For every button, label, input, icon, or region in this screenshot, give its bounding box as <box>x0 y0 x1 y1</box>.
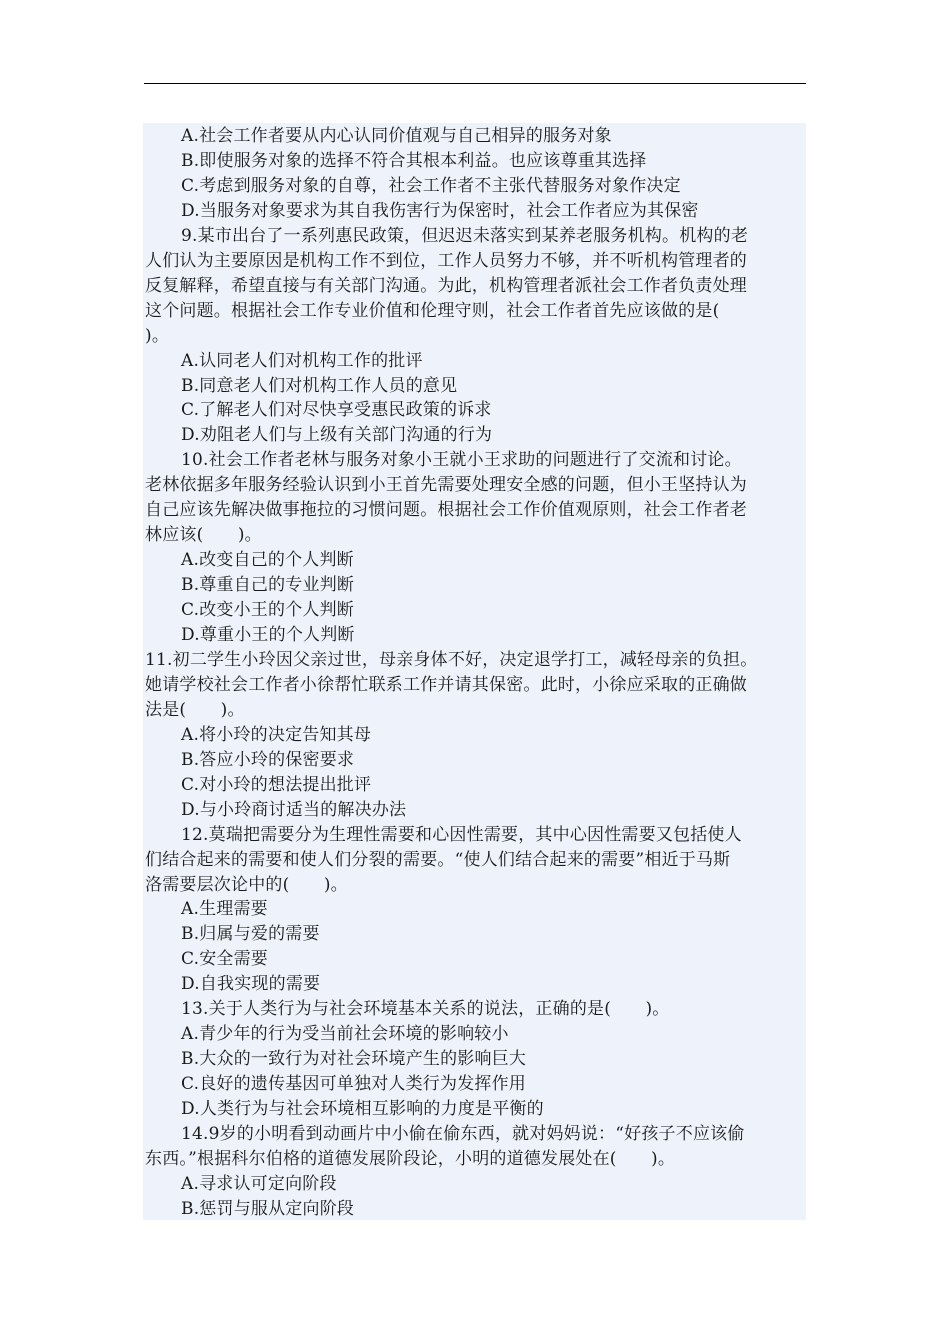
answer-option: B.即使服务对象的选择不符合其根本利益。也应该尊重其选择 <box>181 150 647 171</box>
answer-option: D.人类行为与社会环境相互影响的力度是平衡的 <box>181 1099 544 1120</box>
question-text-line: 们结合起来的需要和使人们分裂的需要。“使人们结合起来的需要”相近于马斯 <box>145 849 731 870</box>
question-text-line: 老林依据多年服务经验认识到小王首先需要处理安全感的问题，但小王坚持认为 <box>145 475 747 496</box>
answer-option: D.与小玲商讨适当的解决办法 <box>181 799 407 820</box>
answer-option: C.良好的遗传基因可单独对人类行为发挥作用 <box>181 1074 527 1095</box>
question-text-line: 反复解释，希望直接与有关部门沟通。为此，机构管理者派社会工作者负责处理 <box>145 275 747 296</box>
question-text-line: 东西。”根据科尔伯格的道德发展阶段论，小明的道德发展处在( )。 <box>145 1148 676 1169</box>
exam-content <box>143 123 806 1220</box>
question-text-line: 自己应该先解决做事拖拉的习惯问题。根据社会工作价值观原则，社会工作者老 <box>145 500 747 521</box>
question-text-line: )。 <box>145 325 170 346</box>
answer-option: C.了解老人们对尽快享受惠民政策的诉求 <box>181 400 492 421</box>
question-text-line: 人们认为主要原因是机构工作不到位，工作人员努力不够，并不听机构管理者的 <box>145 250 747 271</box>
question-text-line: 法是( )。 <box>145 699 245 720</box>
answer-option: B.同意老人们对机构工作人员的意见 <box>181 375 458 396</box>
answer-option: C.考虑到服务对象的自尊，社会工作者不主张代替服务对象作决定 <box>181 175 681 196</box>
answer-option: A.青少年的行为受当前社会环境的影响较小 <box>181 1024 509 1045</box>
answer-option: A.生理需要 <box>181 899 268 920</box>
answer-option: A.认同老人们对机构工作的批评 <box>181 350 423 371</box>
question-text-line: 这个问题。根据社会工作专业价值和伦理守则，社会工作者首先应该做的是( <box>145 300 720 321</box>
answer-option: A.将小玲的决定告知其母 <box>181 724 372 745</box>
question-text-line: 林应该( )。 <box>145 525 262 546</box>
answer-option: D.劝阻老人们与上级有关部门沟通的行为 <box>181 425 493 446</box>
question-text-line: 12.莫瑞把需要分为生理性需要和心因性需要，其中心因性需要又包括使人 <box>181 824 742 845</box>
answer-option: C.改变小王的个人判断 <box>181 600 355 621</box>
question-text-line: 她请学校社会工作者小徐帮忙联系工作并请其保密。此时，小徐应采取的正确做 <box>145 674 747 695</box>
question-text-line: 10.社会工作者老林与服务对象小王就小王求助的问题进行了交流和讨论。 <box>181 450 742 471</box>
question-text-line: 9.某市出台了一系列惠民政策，但迟迟未落实到某养老服务机构。机构的老 <box>181 225 749 246</box>
answer-option: D.尊重小王的个人判断 <box>181 625 355 645</box>
answer-option: B.惩罚与服从定向阶段 <box>181 1198 355 1219</box>
answer-option: C.安全需要 <box>181 949 269 970</box>
question-text-line: 洛需要层次论中的( )。 <box>145 874 348 895</box>
answer-option: B.尊重自己的专业判断 <box>181 575 355 596</box>
answer-option: D.自我实现的需要 <box>181 974 321 995</box>
question-text-line: 11.初二学生小玲因父亲过世，母亲身体不好，决定退学打工，减轻母亲的负担。 <box>145 649 758 670</box>
answer-option: B.归属与爱的需要 <box>181 924 320 945</box>
question-text-line: 13.关于人类行为与社会环境基本关系的说法，正确的是( )。 <box>181 999 670 1020</box>
answer-option: B.答应小玲的保密要求 <box>181 749 355 770</box>
answer-option: D.当服务对象要求为其自我伤害行为保密时，社会工作者应为其保密 <box>181 200 699 221</box>
question-text-line: 14.9岁的小明看到动画片中小偷在偷东西，就对妈妈说：“好孩子不应该偷 <box>181 1124 745 1144</box>
answer-option: A.社会工作者要从内心认同价值观与自己相异的服务对象 <box>181 126 612 146</box>
answer-option: C.对小玲的想法提出批评 <box>181 774 372 795</box>
header-rule <box>144 83 806 84</box>
answer-option: B.大众的一致行为对社会环境产生的影响巨大 <box>181 1049 527 1070</box>
answer-option: A.改变自己的个人判断 <box>181 550 354 571</box>
answer-option: A.寻求认可定向阶段 <box>181 1173 337 1194</box>
